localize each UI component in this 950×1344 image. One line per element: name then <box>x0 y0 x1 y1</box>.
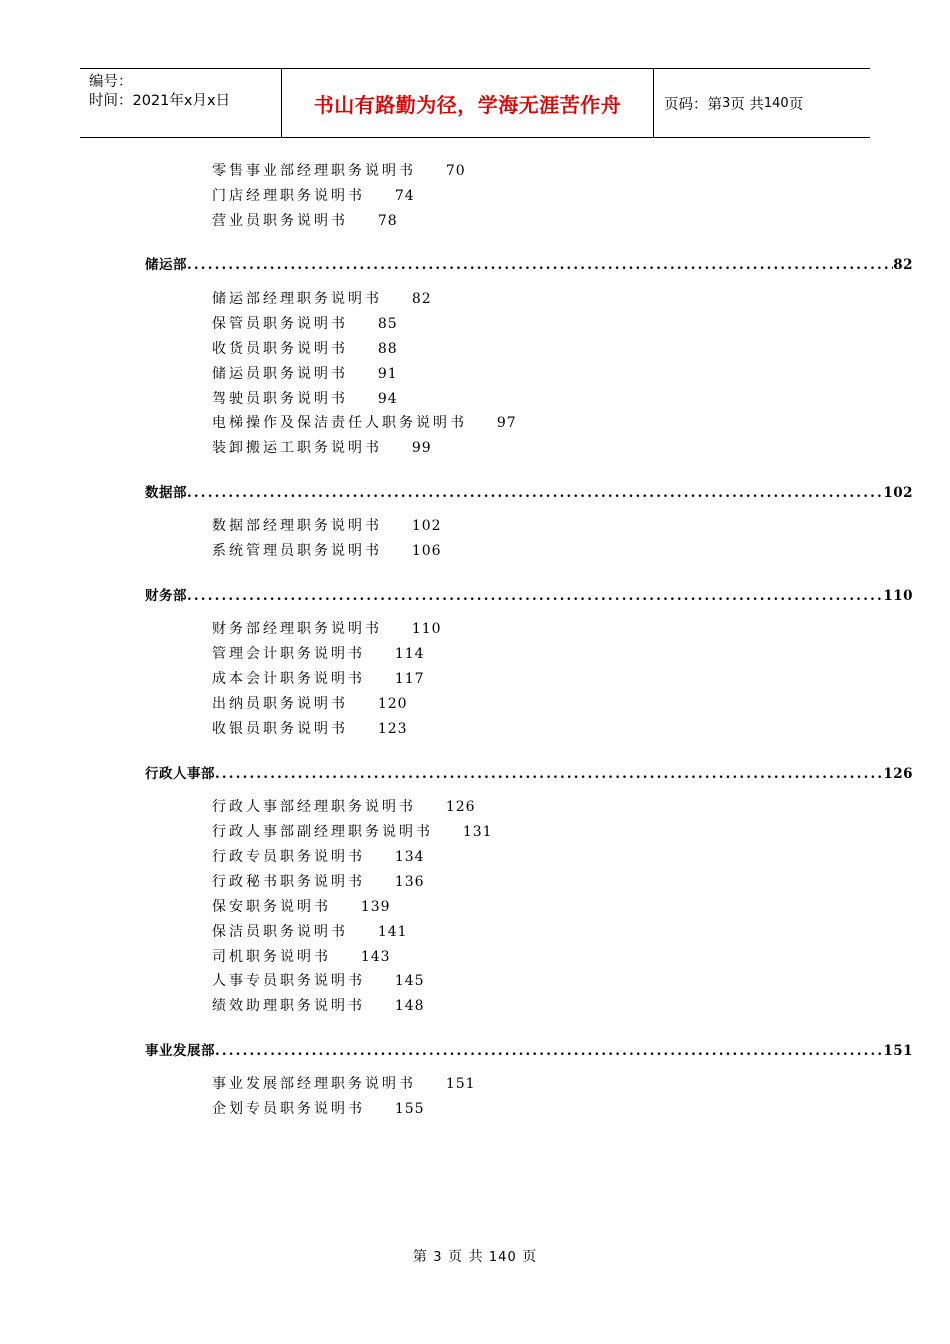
toc-entry[interactable] <box>212 438 432 458</box>
toc-entry-page: 136 <box>394 873 425 890</box>
toc-entry-page: 78 <box>377 212 398 229</box>
toc-entry-title: 系统管理员职务说明书 <box>212 543 382 560</box>
toc-entry-title: 保洁员职务说明书 <box>212 923 348 940</box>
toc-entry-gap <box>365 671 395 687</box>
toc-entry-title: 行政秘书职务说明书 <box>212 873 365 890</box>
toc-entry-page: 91 <box>377 365 398 382</box>
toc-entry-page: 139 <box>360 898 391 915</box>
toc-entry[interactable] <box>212 922 408 942</box>
header-page-mid: 页 共 <box>730 96 764 113</box>
toc-entry-gap <box>348 391 378 407</box>
toc-section-page: 126 <box>883 765 913 782</box>
footer-suffix: 页 <box>522 1249 538 1265</box>
toc-entry-page: 141 <box>377 923 408 940</box>
footer-current-page: 3 <box>433 1250 443 1265</box>
toc-entry-page: 143 <box>360 948 391 965</box>
toc-entry[interactable] <box>212 872 425 892</box>
toc-entry-gap <box>331 899 361 915</box>
toc-entry[interactable] <box>212 996 425 1016</box>
document-number-label: 编号： <box>89 74 133 90</box>
toc-entry-gap <box>382 291 412 307</box>
header-motto: 书山有路勤为径，学海无涯苦作舟 <box>313 92 622 117</box>
header-page-suffix: 页 <box>788 96 804 113</box>
toc-entry-gap <box>348 366 378 382</box>
toc-entry-page: 131 <box>462 824 493 840</box>
toc-entry-page: 123 <box>377 721 408 737</box>
toc-entry[interactable] <box>212 541 442 561</box>
toc-section-title: 事业发展部 <box>145 1042 215 1059</box>
toc-entry-title: 行政人事部经理职务说明书 <box>212 799 416 816</box>
page-footer <box>0 1246 950 1266</box>
toc-entry-gap <box>348 341 378 357</box>
toc-entry-gap <box>416 1076 446 1092</box>
toc-entry[interactable] <box>212 516 442 536</box>
toc-entry-title: 门店经理职务说明书 <box>212 187 365 204</box>
toc-section-heading[interactable] <box>145 483 913 503</box>
toc-entry[interactable] <box>212 619 442 639</box>
footer-prefix: 第 <box>412 1249 428 1265</box>
toc-entry-title: 储运员职务说明书 <box>212 365 348 382</box>
toc-entry[interactable] <box>212 389 398 409</box>
header-page-prefix: 页码：第 <box>664 96 722 113</box>
toc-entry-title: 管理会计职务说明书 <box>212 646 365 663</box>
toc-entry[interactable] <box>212 364 398 384</box>
toc-entry-gap <box>365 849 395 865</box>
toc-entry-gap <box>348 721 378 737</box>
toc-entry-page: 134 <box>394 848 425 865</box>
toc-entry-page: 99 <box>411 440 432 457</box>
toc-entry[interactable] <box>212 339 398 359</box>
toc-entry-gap <box>348 213 378 229</box>
toc-section-page: 110 <box>883 587 913 604</box>
toc-entry-title: 保管员职务说明书 <box>212 315 348 332</box>
toc-entry-gap <box>416 163 446 179</box>
toc-entry-gap <box>365 973 395 989</box>
toc-entry[interactable] <box>212 947 391 967</box>
toc-entry[interactable] <box>212 413 517 433</box>
toc-entry[interactable] <box>212 289 432 309</box>
toc-entry-title: 事业发展部经理职务说明书 <box>212 1076 416 1093</box>
toc-entry-page: 117 <box>394 671 425 688</box>
toc-entry[interactable] <box>212 1099 425 1119</box>
toc-entry-title: 收银员职务说明书 <box>212 721 348 737</box>
toc-entry-page: 110 <box>411 621 442 638</box>
toc-entry-page: 148 <box>394 998 425 1015</box>
toc-entry[interactable] <box>212 897 391 917</box>
page-header <box>80 68 870 138</box>
toc-leader-dots <box>215 1041 883 1061</box>
toc-entry-page: 88 <box>377 340 398 357</box>
toc-entry-gap <box>331 949 361 965</box>
toc-entry-page: 126 <box>445 799 476 816</box>
toc-entry-title: 装卸搬运工职务说明书 <box>212 440 382 457</box>
toc-entry-gap <box>365 874 395 890</box>
toc-section-heading[interactable] <box>145 1041 913 1061</box>
toc-entry[interactable] <box>212 847 425 867</box>
toc-entry-page: 120 <box>377 696 408 713</box>
toc-entry-gap <box>382 518 412 534</box>
toc-entry-page: 94 <box>377 390 398 407</box>
toc-section-title: 财务部 <box>145 587 187 604</box>
toc-entry-title: 行政专员职务说明书 <box>212 848 365 865</box>
toc-entry-title: 行政人事部副经理职务说明书 <box>212 824 433 840</box>
toc-entry-gap <box>467 415 497 431</box>
footer-total-pages: 140 <box>488 1250 517 1265</box>
header-meta <box>80 69 282 137</box>
toc-section-title: 数据部 <box>145 484 187 501</box>
header-motto-cell <box>282 69 654 137</box>
toc-entry-gap <box>382 440 412 456</box>
toc-entry-title: 财务部经理职务说明书 <box>212 621 382 638</box>
toc-entry-gap <box>382 543 412 559</box>
toc-entry-gap <box>348 696 378 712</box>
footer-mid: 页 共 <box>448 1249 484 1265</box>
toc-entry-page: 151 <box>445 1076 476 1093</box>
toc-entry[interactable] <box>212 186 415 206</box>
toc-entry-page: 74 <box>394 187 415 204</box>
toc-section-heading[interactable] <box>145 255 913 275</box>
toc-section-page: 151 <box>883 1042 913 1059</box>
toc-entry-page: 85 <box>377 315 398 332</box>
header-page-total: 140 <box>763 95 789 111</box>
toc-entry-page: 82 <box>411 290 432 307</box>
toc-entry-page: 106 <box>411 543 442 560</box>
toc-entry-gap <box>365 646 395 662</box>
toc-entry-page: 102 <box>411 518 442 535</box>
toc-entry-gap <box>348 316 378 332</box>
toc-entry-gap <box>365 188 395 204</box>
toc-entry-title: 保安职务说明书 <box>212 898 331 915</box>
toc-entry[interactable] <box>212 797 476 817</box>
toc-entry[interactable] <box>212 822 493 842</box>
toc-entry-gap <box>382 621 412 637</box>
toc-entry-page: 145 <box>394 973 425 990</box>
toc-section-heading[interactable] <box>145 586 913 606</box>
toc-section-title: 行政人事部 <box>145 765 215 782</box>
header-page-current: 3 <box>722 95 731 111</box>
toc-section-heading[interactable] <box>145 764 913 784</box>
toc-entry-title: 收货员职务说明书 <box>212 340 348 357</box>
toc-entry-page: 114 <box>394 646 425 663</box>
toc-entry-title: 驾驶员职务说明书 <box>212 390 348 407</box>
toc-entry[interactable] <box>212 644 425 664</box>
toc-entry-title: 电梯操作及保洁责任人职务说明书 <box>212 415 467 432</box>
toc-entry[interactable] <box>212 669 425 689</box>
toc-entry[interactable] <box>212 971 425 991</box>
toc-entry[interactable] <box>212 694 408 714</box>
toc-entry-title: 储运部经理职务说明书 <box>212 290 382 307</box>
toc-entry-gap <box>365 1101 395 1117</box>
toc-leader-dots <box>215 764 883 784</box>
toc-entry[interactable] <box>212 314 398 334</box>
header-page-info <box>654 69 870 137</box>
toc-entry[interactable] <box>212 211 398 231</box>
toc-section-page: 102 <box>883 484 913 501</box>
toc-entry-title: 企划专员职务说明书 <box>212 1101 365 1118</box>
toc-entry-title: 绩效助理职务说明书 <box>212 998 365 1015</box>
toc-entry[interactable] <box>212 1074 476 1094</box>
toc-leader-dots <box>187 483 883 503</box>
toc-entry-page: 70 <box>445 163 466 179</box>
toc-entry-title: 零售事业部经理职务说明书 <box>212 163 416 179</box>
toc-entry-gap <box>416 799 446 815</box>
toc-entry-gap <box>348 924 378 940</box>
toc-entry-title: 人事专员职务说明书 <box>212 973 365 990</box>
toc-section-title: 储运部 <box>145 257 187 274</box>
toc-section-page: 82 <box>893 257 913 274</box>
toc-entry-title: 司机职务说明书 <box>212 948 331 965</box>
toc-entry-title: 出纳员职务说明书 <box>212 696 348 713</box>
toc-entry-gap <box>365 998 395 1014</box>
toc-leader-dots <box>187 255 893 275</box>
toc-entry-title: 成本会计职务说明书 <box>212 671 365 688</box>
document-time-label: 时间：2021年x月x日 <box>89 93 231 109</box>
toc-entry-gap <box>433 824 463 840</box>
toc-entry-page: 97 <box>496 415 517 432</box>
toc-entry-page: 155 <box>394 1101 425 1118</box>
toc-leader-dots <box>187 586 883 606</box>
toc-entry[interactable] <box>212 161 466 181</box>
toc-entry-title: 数据部经理职务说明书 <box>212 518 382 535</box>
toc-entry-title: 营业员职务说明书 <box>212 212 348 229</box>
toc-entry[interactable] <box>212 719 408 739</box>
